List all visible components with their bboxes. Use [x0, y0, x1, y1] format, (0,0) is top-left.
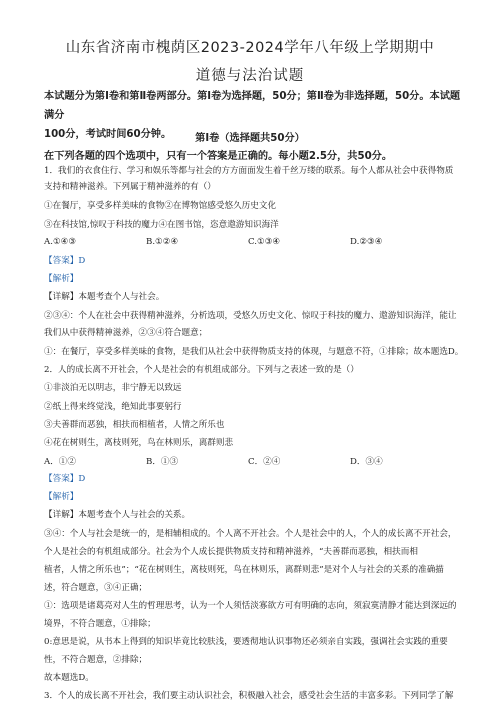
q2-analysis-line: 性，不符合题意，②排除；	[44, 655, 148, 665]
q2-analysis-line: 植者，人情之所乐也”；“花在树则生，离枝则死，鸟在林则乐，离群则悲”是对个人与社会的关系的准确描	[44, 565, 444, 575]
q2-analysis-line: ①：选项是诸葛亮对人生的哲理思考，认为一个人须恬淡寡欲方可有明确的志向，须寂寞清静才能达到深远的	[44, 601, 457, 611]
q2-analysis-line: 0:意思是说，从书本上得到的知识毕竟比较肤浅，要透彻地认识事物还必须亲自实践，强调社会实践的重要	[44, 637, 448, 647]
q1-option-c: C.①③④	[248, 237, 281, 247]
q1-answer-tag: 【答案】D	[44, 256, 86, 266]
q2-analysis-line: ③④：个人与社会是统一的，是相辅相成的。个人离不开社会。个人是社会中的人，个人的成长离不开社会，	[44, 529, 457, 539]
q2-answer-tag: 【答案】D	[44, 474, 86, 484]
q2-stem-line: 2．人的成长离不开社会，个人是社会的有机组成部分。下列与之表述一致的是（）	[44, 365, 359, 375]
q1-analysis-line: ②③④：个人在社会中获得精神滋养，分析选项，受悠久历史文化、惊叹于科技的魔力、遨游知识海洋，能让	[44, 311, 457, 321]
q2-analysis-line: 【详解】本题考查个人与社会的关系。	[44, 510, 191, 520]
instruction: 在下列各题的四个选项中，只有一个答案是正确的。每小题2.5分，共50分。	[44, 151, 393, 162]
q2-option-a: A．①②	[44, 457, 76, 467]
q2-option-c: C．②④	[248, 457, 281, 467]
q2-item: ②纸上得来终觉浅，绝知此事要躬行	[44, 402, 182, 412]
q1-analysis-line: 【详解】本题考查个人与社会。	[44, 292, 165, 302]
q1-analysis-line: 我们从中获得精神滋养，②③④符合题意；	[44, 328, 208, 338]
q1-stem-line: 支持和精神滋养。下列属于精神滋养的有（）	[44, 182, 216, 192]
q1-option-d: D.②③④	[350, 237, 383, 247]
q1-item: ③在科技馆,惊叹于科技的魔力④在图书馆，恣意遨游知识海洋	[44, 220, 279, 230]
q1-option-b: B.①②④	[146, 237, 179, 247]
q2-analysis-line: 境界，不符合题意，①排除；	[44, 619, 156, 629]
intro-line: 100分，考试时间60分钟。	[44, 129, 172, 140]
section-title: 第Ⅰ卷（选择题共50分）	[195, 133, 305, 144]
q1-item: ①在餐厅，享受多样美味的食物②在博物馆感受悠久历史文化	[44, 201, 277, 211]
q2-option-b: B．①③	[146, 457, 179, 467]
q1-analysis-tag: 【解析】	[44, 274, 79, 284]
q2-item: ①非淡泊无以明志，非宁静无以致远	[44, 383, 182, 393]
q2-analysis-line: 个人是社会的有机组成部分。社会为个人成长提供物质支持和精神滋养，“夫善群而恶独，相扶而相	[44, 547, 418, 557]
q2-item: ④花在树则生，离枝则死，鸟在林则乐，离群则悲	[44, 438, 234, 448]
q2-analysis-line: 故本题选D。	[44, 673, 94, 683]
q1-stem-line: 1．我们的衣食住行、学习和娱乐等都与社会的方方面面发生着千丝万缕的联系。每个人都从社会中获得物质	[44, 166, 454, 176]
q2-analysis-tag: 【解析】	[44, 492, 79, 502]
q2-option-d: D．③④	[350, 457, 383, 467]
intro-line: 本试题分为第Ⅰ卷和第Ⅱ卷两部分。第Ⅰ卷为选择题，50分；第Ⅱ卷为非选择题，50分。本试题满分	[44, 91, 461, 121]
q1-analysis-line: ①：在餐厅，享受多样美味的食物，是我们从社会中获得物质支持的体现，与题意不符，①排除；故本题选D。	[44, 347, 464, 357]
q3-stem-line: 3．个人的成长离不开社会，我们要主动认识社会，积极融入社会，感受社会生活的丰富多彩。下列同学了解	[44, 691, 454, 701]
q1-option-a: A.①④③	[44, 237, 77, 247]
q2-item: ③夫善群而恶独，相扶而相植者，人情之所乐也	[44, 420, 225, 430]
page-subtitle: 道德与法治试题	[195, 68, 305, 84]
q2-analysis-line: 述，符合题意，③④正确；	[44, 583, 148, 593]
page-title: 山东省济南市槐荫区2023-2024学年八年级上学期期中	[65, 40, 435, 56]
